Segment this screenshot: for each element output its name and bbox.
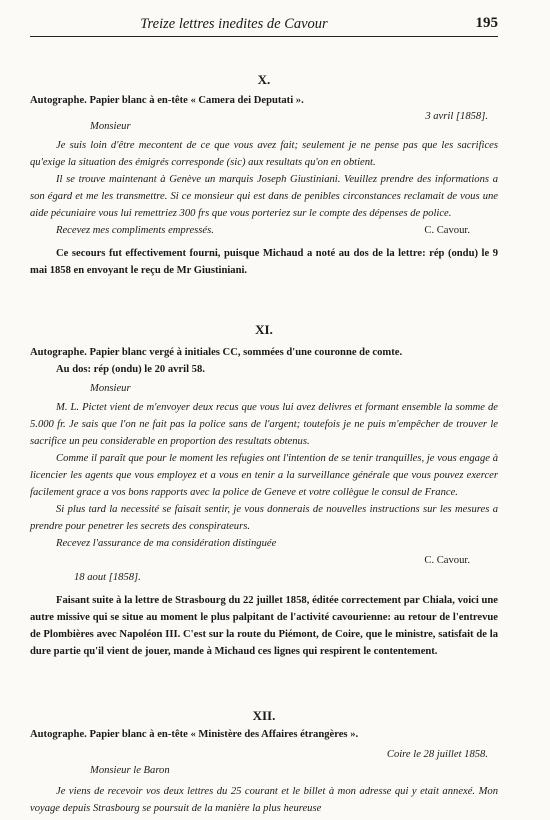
running-header (30, 14, 498, 37)
letter-xii (30, 708, 498, 817)
section-numeral: X. (257, 72, 271, 87)
closing: Recevez l'assurance de ma considération distinguée (56, 538, 277, 549)
letter-heading-verso: Au dos: rép (ondu) le 20 avril 58. (56, 364, 205, 375)
letter-heading: Autographe. Papier blanc vergé à initiales CC, sommées d'une couronne de comte. (30, 347, 403, 358)
letter-xi (30, 322, 498, 660)
paragraph: Comme il paraît que pour le moment les refugies ont l'intention de se tenir tranquilles, je vous engage à licencier les agents que vous employez et a vous en tenir a la surveillance générale que vous pouvez exercer facilement grace a vos bons rapports avec la police de Geneve et votre collègue le consul de France. (30, 453, 498, 498)
editor-note: Ce secours fut effectivement fourni, puisque Michaud a noté au dos de la lettre: rép (ondu) le 9 mai 1858 en envoyant le reçu de Mr Giustiniani. (30, 248, 498, 276)
page (30, 14, 498, 814)
salutation: Monsieur (90, 121, 131, 132)
paragraph: Il se trouve maintenant à Genève un marquis Joseph Giustiniani. Veuillez prendre des informations a son égard et me les transmettre. Si ce monsieur qui est dans de penibles circonstances reclamait de vous une aide pécuniaire vous lui remettriez 300 frs que vous porteriez sur le compte des dépenses de police. (30, 174, 498, 219)
paragraph: Si plus tard la necessité se faisait sentir, je vous donnerais de nouvelles instructions sur les mesures a prendre pour penetrer les secrets des conspirateurs. (30, 504, 498, 532)
closing: Recevez mes compliments empressés. (56, 225, 214, 236)
letter-date: 3 avril [1858]. (425, 111, 488, 122)
letter-heading: Autographe. Papier blanc à en-tête « Ministère des Affaires étrangères ». (30, 729, 359, 740)
letter-heading: Autographe. Papier blanc à en-tête « Camera dei Deputati ». (30, 95, 304, 106)
letter-x (30, 72, 498, 279)
letter-date: 18 aout [1858]. (74, 572, 141, 583)
paragraph: Je suis loin d'être mecontent de ce que vous avez fait; seulement je ne pense pas que les sacrifices qu'exige la situation des émigrés corresponde (sic) aux resultats qu'on en obtient. (30, 140, 498, 168)
signature: C. Cavour. (424, 555, 470, 566)
salutation: Monsieur (90, 383, 131, 394)
paragraph: Je viens de recevoir vos deux lettres du 25 courant et le billet à mon adresse qui y etait annexé. Mon voyage depuis Strasbourg se poursuit de la manière la plus heureuse (30, 786, 498, 814)
paragraph: M. L. Pictet vient de m'envoyer deux recus que vous lui avez delivres et formant ensemble la somme de 5.000 fr. Je sais que l'on ne fait pas la police sans de l'argent; toutefois je ne puis m'empêcher de trouver le sacrifice un peu considerable en proportion des resultats obtenus. (30, 402, 498, 447)
section-numeral: XII. (252, 708, 276, 723)
salutation: Monsieur le Baron (90, 765, 170, 776)
letter-date: Coire le 28 juillet 1858. (386, 749, 488, 760)
signature: C. Cavour. (424, 225, 470, 236)
editor-note: Faisant suite à la lettre de Strasbourg du 22 juillet 1858, éditée correctement par Chiala, voici une autre missive qui se situe au moment le plus palpitant de l'activité cavourienne: au retour de l'entrevue de Plombières avec Napoléon III. C'est sur la route du Piémont, de Coire, que le ministre, satisfait de la dure partie qu'il vient de jouer, mande à Michaud ces lignes qui respirent le contentement. (30, 595, 498, 657)
page-number: 195 (475, 15, 498, 31)
closing-line (30, 222, 498, 239)
section-numeral: XI. (255, 322, 273, 337)
running-title: Treize lettres inedites de Cavour (140, 16, 328, 32)
